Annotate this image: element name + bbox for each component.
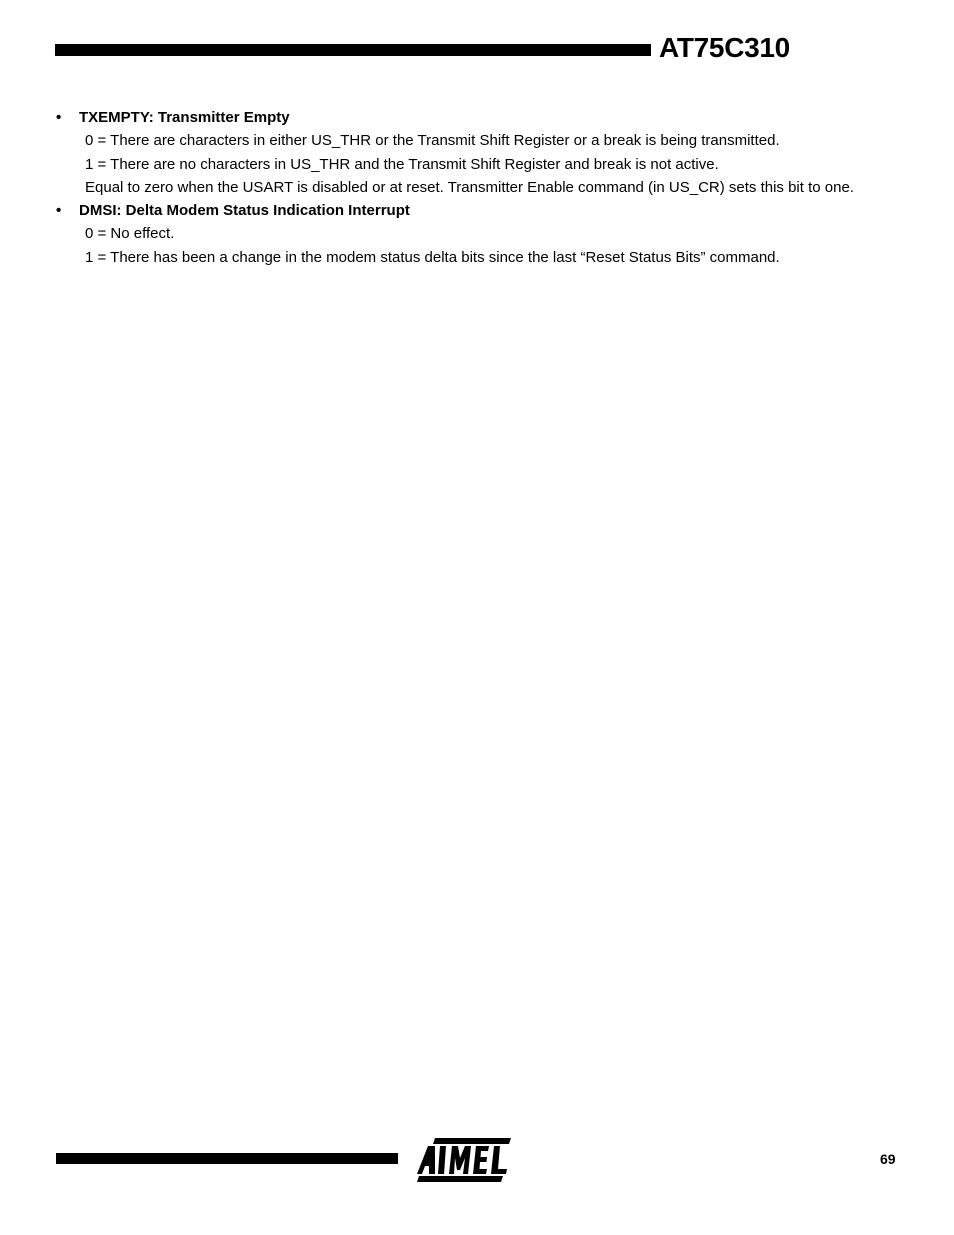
field-description-line: 1 = There has been a change in the modem status delta bits since the last “Reset Status Bits” command.	[85, 248, 780, 266]
bullet-icon: •	[56, 109, 62, 126]
header-rule	[55, 44, 651, 56]
field-description-line: 0 = No effect.	[85, 225, 175, 243]
field-heading-text: DMSI: Delta Modem Status Indication Interrupt	[79, 202, 410, 220]
field-description-line: Equal to zero when the USART is disabled or at reset. Transmitter Enable command (in US_CR) sets this bit to one.	[85, 178, 854, 196]
field-description-line: 0 = There are characters in either US_THR or the Transmit Shift Register or a break is being transmitted.	[85, 132, 780, 150]
page-number: 69	[880, 1151, 896, 1167]
field-heading-dmsi	[56, 199, 916, 222]
field-heading-text: TXEMPTY: Transmitter Empty	[79, 109, 290, 126]
field-description-line: 1 = There are no characters in US_THR and the Transmit Shift Register and break is not active.	[85, 155, 719, 173]
bullet-icon: •	[56, 202, 62, 220]
document-title: AT75C310	[659, 32, 790, 63]
atmel-logo-icon	[413, 1136, 513, 1184]
field-heading-txempty	[56, 106, 916, 129]
register-field-descriptions	[56, 106, 916, 269]
footer-rule	[56, 1153, 398, 1164]
